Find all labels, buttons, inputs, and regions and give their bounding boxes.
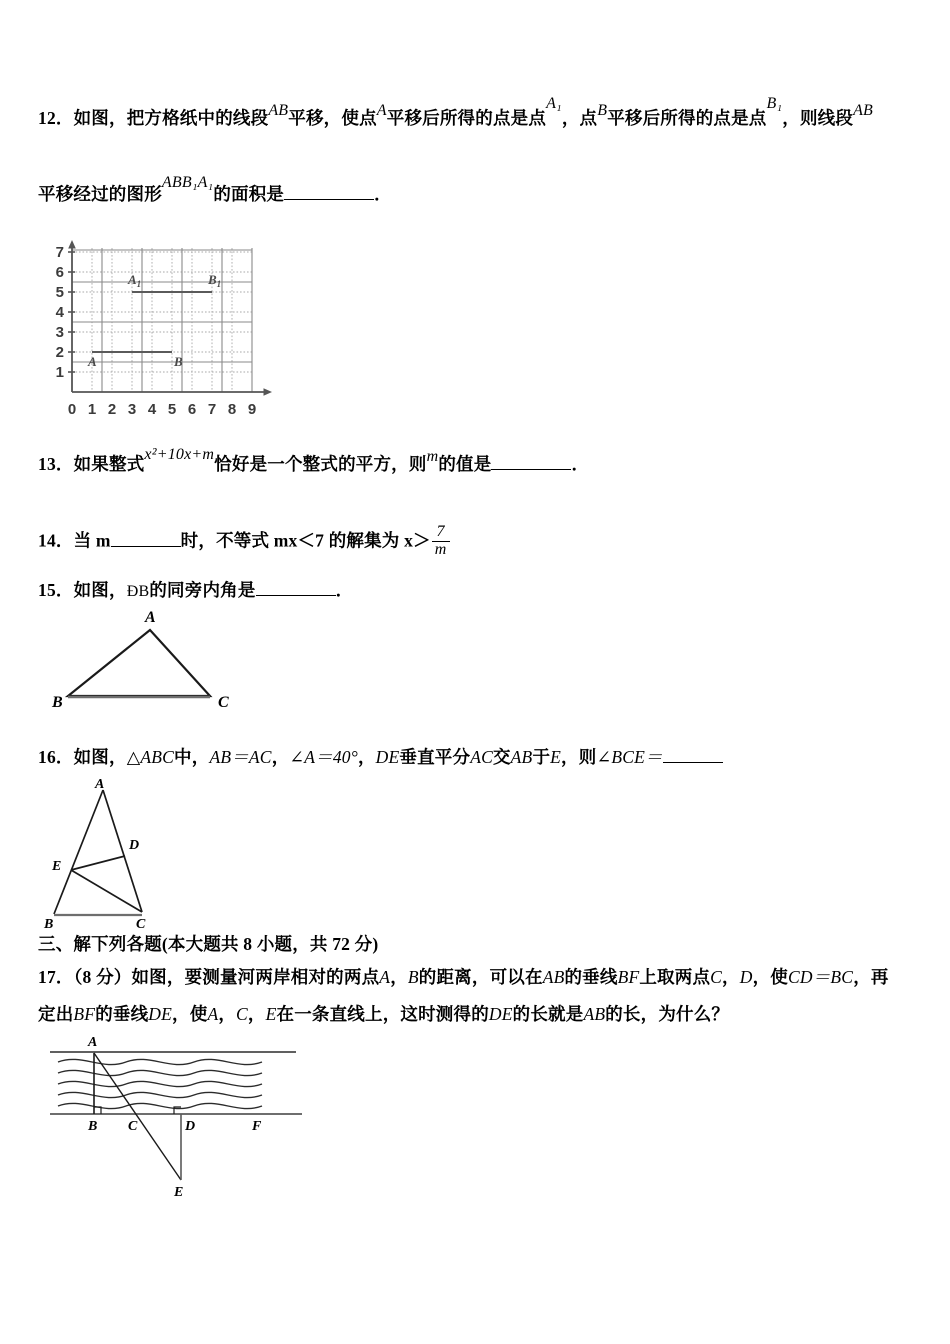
label-d: D — [129, 838, 140, 853]
question-16-text-a: 如图， — [73, 747, 127, 767]
question-13-answer-blank[interactable] — [491, 452, 571, 470]
question-12-text-b: 平移，使点 — [288, 108, 377, 128]
question-14-fraction — [432, 524, 450, 559]
question-13-text-a: 如果整式 — [73, 454, 145, 474]
question-14-answer-blank[interactable] — [111, 529, 181, 547]
question-17-l2-text-a: 定出 — [38, 1004, 74, 1024]
y-tick-4: 4 — [55, 304, 64, 321]
section-heading-text: 三、解下列各题(本大题共 8 小题，共 72 分) — [38, 934, 379, 954]
river-label-a: A — [88, 1035, 98, 1050]
question-17-text-d: 的垂线 — [564, 967, 618, 987]
question-15 — [38, 578, 353, 603]
question-17-math-cd-bc: CD＝BC — [788, 967, 854, 987]
question-17-line-2 — [38, 1002, 729, 1027]
question-16-math-e: E — [550, 747, 562, 767]
question-16-text-g: 于 — [532, 747, 551, 767]
figure-triangle-abc — [50, 608, 250, 723]
question-17-math-ab: AB — [542, 967, 565, 987]
river-label-e: E — [174, 1185, 184, 1200]
question-12-math-b: B — [597, 102, 608, 119]
question-12-math-a: A — [376, 102, 387, 119]
question-16-math-angle-a: ∠A＝40° — [289, 747, 358, 767]
y-tick-2: 2 — [55, 344, 64, 361]
question-12-period: ． — [374, 184, 392, 204]
y-tick-6: 6 — [55, 264, 64, 281]
question-17-text-f: ， — [722, 967, 740, 987]
question-17-text-a: 如图，要测量河两岸相对的两点 — [131, 967, 380, 987]
question-14 — [38, 524, 451, 559]
figure-river-measurement — [44, 1028, 344, 1208]
question-12-text-a: 如图，把方格纸中的线段 — [73, 108, 269, 128]
question-17-l2-text-b: 的垂线 — [95, 1004, 149, 1024]
question-17-l2-text-h: 的长，为什么？ — [605, 1004, 730, 1024]
question-17-math-d: D — [739, 967, 753, 987]
x-tick-8: 8 — [227, 401, 237, 418]
question-14-text-a: 当 m — [73, 530, 111, 551]
fraction-numerator: 7 — [432, 524, 450, 542]
question-17-line-1 — [38, 965, 889, 990]
segment-ace — [94, 1053, 181, 1180]
y-tick-5: 5 — [55, 284, 64, 301]
question-16-math-de: DE — [375, 747, 400, 767]
x-tick-3: 3 — [127, 401, 137, 418]
label-c: C — [136, 917, 146, 932]
question-12-text-line2-b: 的面积是 — [213, 184, 285, 204]
grid-label-b1: $B_1$ — [208, 272, 222, 289]
question-17-l2-math-de2: DE — [488, 1004, 513, 1024]
question-17-l2-text-g: 的长就是 — [512, 1004, 584, 1024]
question-17-math-c: C — [710, 967, 723, 987]
question-17-l2-math-bf: BF — [73, 1004, 96, 1024]
question-17-math-a: A — [379, 967, 391, 987]
river-label-f: F — [252, 1119, 262, 1134]
question-17-l2-math-ab2: AB — [583, 1004, 606, 1024]
grid-label-a1: $A_1$ — [128, 272, 142, 289]
triangle-vertex-label-b: B — [52, 694, 63, 711]
question-16-text-e: 垂直平分 — [399, 747, 471, 767]
question-12-text-f: ，则线段 — [782, 108, 854, 128]
question-16-math-triangle: △ABC — [126, 747, 175, 767]
y-axis-arrow — [68, 240, 76, 249]
fraction-denominator: m — [434, 540, 447, 558]
question-12-text-d: ，点 — [561, 108, 598, 128]
question-17-l2-math-e: E — [265, 1004, 277, 1024]
question-17-l2-text-c: ，使 — [172, 1004, 208, 1024]
question-17-points: （8 分） — [73, 967, 132, 987]
x-tick-0: 0 — [67, 401, 77, 418]
question-15-text-a: 如图， — [73, 580, 127, 600]
question-17-l2-text-f: 在一条直线上，这时测得的 — [276, 1004, 489, 1024]
label-e: E — [52, 859, 62, 874]
question-12-math-b1: B₁ — [766, 95, 783, 112]
question-12-line-2 — [38, 174, 392, 207]
question-12-math-figure: ABB₁A₁ — [161, 174, 214, 191]
question-16-text-c: ， — [271, 747, 290, 767]
question-16-answer-blank[interactable] — [663, 745, 723, 763]
question-16-math-bce: ∠BCE＝ — [596, 747, 663, 767]
question-13-text-b: 恰好是一个整式的平方，则 — [214, 454, 427, 474]
label-b: B — [44, 917, 54, 932]
question-17-text-h: ，再 — [853, 967, 889, 987]
triangle-vertex-label-a: A — [145, 609, 156, 626]
question-13 — [38, 446, 590, 477]
question-16-math-ab-ac: AB＝AC — [209, 747, 272, 767]
side-ab — [54, 790, 103, 914]
question-15-number: 15． — [38, 580, 74, 600]
x-tick-6: 6 — [187, 401, 197, 418]
question-16-text-b: 中， — [174, 747, 210, 767]
water-waves — [58, 1059, 262, 1108]
x-tick-9: 9 — [247, 401, 257, 418]
figure-triangle-abc-de — [36, 778, 206, 930]
question-17-text-b: ， — [390, 967, 408, 987]
question-15-answer-blank[interactable] — [256, 578, 336, 596]
question-12-answer-blank[interactable] — [284, 182, 374, 200]
y-tick-3: 3 — [55, 324, 64, 341]
question-16-text-d: ， — [357, 747, 376, 767]
grid-label-b: B — [174, 354, 183, 369]
question-13-math-expression: x²+10x+m — [144, 446, 215, 463]
question-16 — [38, 745, 723, 770]
question-16-number: 16． — [38, 747, 74, 767]
question-12-math-a1: A₁ — [546, 95, 562, 112]
grid-label-a: A — [88, 354, 97, 369]
question-17-math-bf: BF — [617, 967, 640, 987]
question-12-number: 12． — [38, 108, 74, 128]
river-label-c: C — [128, 1119, 138, 1134]
question-13-text-c: 的值是 — [438, 454, 492, 474]
river-label-d: D — [185, 1119, 196, 1134]
label-a: A — [95, 777, 105, 792]
question-12-text-c: 平移后所得的点是点 — [386, 108, 547, 128]
question-16-math-ab: AB — [510, 747, 533, 767]
question-17-text-g: ，使 — [752, 967, 788, 987]
river-label-b: B — [88, 1119, 98, 1134]
x-tick-4: 4 — [147, 401, 157, 418]
question-15-period: ． — [335, 580, 354, 600]
question-17-l2-math-de: DE — [148, 1004, 173, 1024]
y-tick-7: 7 — [55, 244, 64, 261]
x-tick-7: 7 — [207, 401, 217, 418]
question-12-math-ab-2: AB — [853, 102, 874, 119]
x-axis-arrow — [264, 388, 273, 396]
section-heading — [38, 932, 378, 957]
question-13-number: 13． — [38, 454, 74, 474]
question-12-text-line2-a: 平移经过的图形 — [38, 184, 162, 204]
question-17-number: 17． — [38, 967, 74, 987]
question-16-text-f: 交 — [492, 747, 511, 767]
x-tick-2: 2 — [107, 401, 117, 418]
question-17-l2-math-c: C — [236, 1004, 248, 1024]
question-12-text-e: 平移后所得的点是点 — [607, 108, 767, 128]
segment-ed — [71, 856, 125, 870]
triangle-vertex-label-c: C — [218, 694, 229, 711]
question-17-l2-text-d: ， — [218, 1004, 237, 1024]
question-16-math-ac: AC — [470, 747, 493, 767]
question-17-math-b: B — [407, 967, 419, 987]
x-tick-1: 1 — [87, 401, 97, 418]
x-tick-5: 5 — [167, 401, 177, 418]
question-16-text-h: ，则 — [561, 747, 597, 767]
question-12-math-ab-1: AB — [268, 102, 289, 119]
question-15-math-angle-b: ÐB — [126, 583, 150, 600]
question-17-text-e: 上取两点 — [639, 967, 711, 987]
question-14-number: 14． — [38, 530, 74, 551]
triangle-outline — [68, 630, 210, 696]
question-17-l2-math-a: A — [207, 1004, 219, 1024]
question-17-l2-text-e: ， — [247, 1004, 266, 1024]
question-14-text-b: 时，不等式 mx＜7 的解集为 x＞ — [180, 530, 431, 551]
question-13-math-m: m — [426, 448, 439, 465]
figure-coordinate-grid — [44, 232, 274, 417]
question-12-line-1 — [38, 95, 874, 131]
question-15-text-b: 的同旁内角是 — [149, 580, 256, 600]
y-tick-1: 1 — [55, 364, 64, 381]
question-17-text-c: 的距离，可以在 — [418, 967, 543, 987]
question-13-period: ． — [571, 454, 590, 474]
